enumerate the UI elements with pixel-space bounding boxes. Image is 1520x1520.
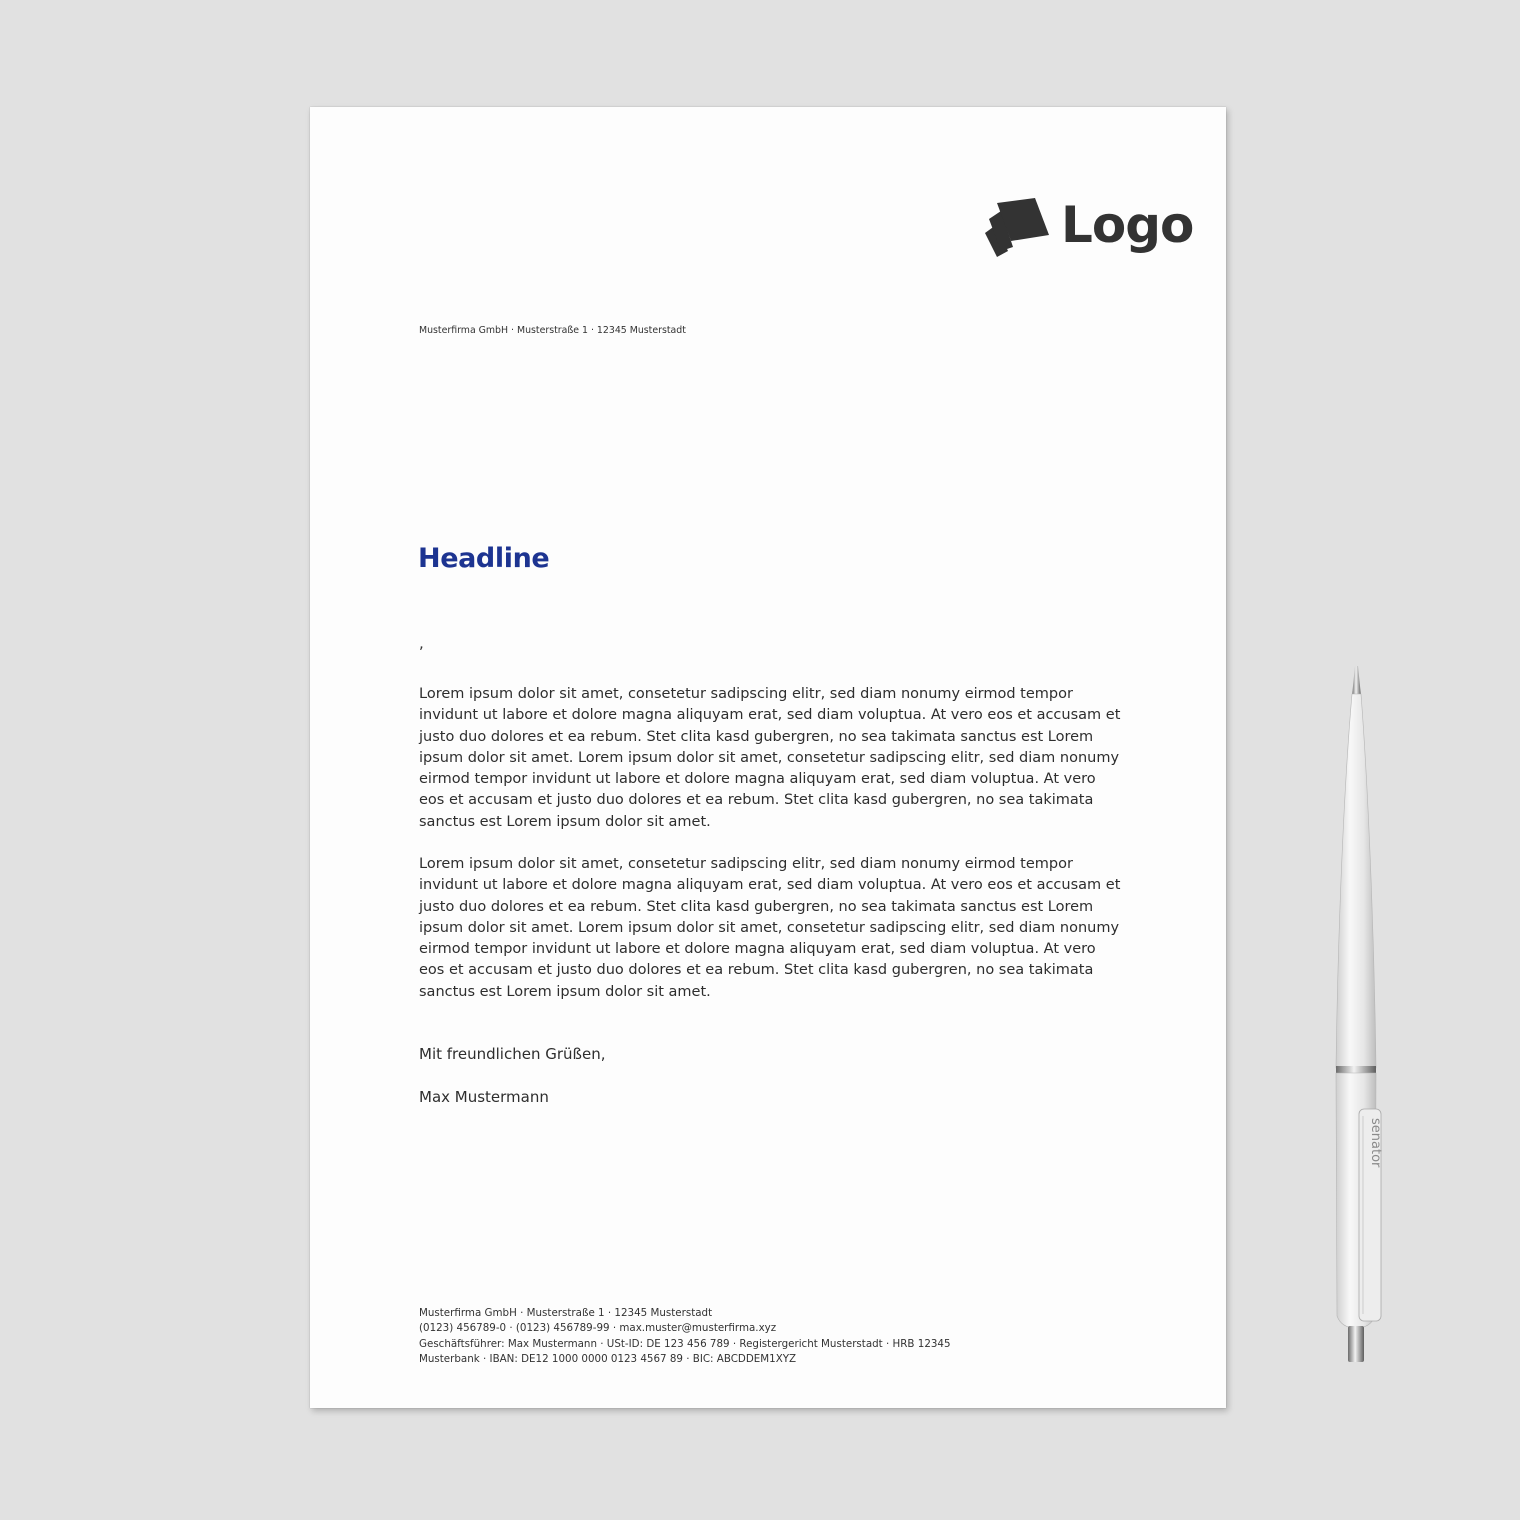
signer-name: Max Mustermann [419,1088,549,1106]
body-paragraph-1: Lorem ipsum dolor sit amet, consetetur sadipscing elitr, sed diam nonumy eirmod tempor invidunt ut labore et dolore magna aliquyam erat, sed diam voluptua. At vero eos et accusam et justo duo dolores et ea rebum. Stet clita kasd gubergren, no sea takimata sanctus est Lorem ipsum dolor sit amet. Lorem ipsum dolor sit amet, consetetur sadipscing elitr, sed diam nonumy eirmod tempor invidunt ut labore et dolore magna aliquyam erat, sed diam voluptua. At vero eos et accusam et justo duo dolores et ea rebum. Stet clita kasd gubergren, no sea takimata sanctus est Lorem ipsum dolor sit amet. [419,686,1121,830]
footer-address: Musterfirma GmbH · Musterstraße 1 · 12345 Musterstadt [419,1307,713,1319]
letter-footer [419,1306,951,1367]
footer-registration: Geschäftsführer: Max Mustermann · USt-ID: DE 123 456 789 · Registergericht Musterstadt · HRB 12345 [419,1337,951,1350]
salutation: , [419,634,424,652]
footer-bank: Musterbank · IBAN: DE12 1000 0000 0123 4567 89 · BIC: ABCDDEM1XYZ [419,1352,797,1365]
sender-address-line: Musterfirma GmbH · Musterstraße 1 · 12345 Musterstadt [419,325,686,336]
ballpoint-pen-icon [1326,666,1386,1366]
body-paragraph-2: Lorem ipsum dolor sit amet, consetetur sadipscing elitr, sed diam nonumy eirmod tempor invidunt ut labore et dolore magna aliquyam erat, sed diam voluptua. At vero eos et accusam et justo duo dolores et ea rebum. Stet clita kasd gubergren, no sea takimata sanctus est Lorem ipsum dolor sit amet. Lorem ipsum dolor sit amet, consetetur sadipscing elitr, sed diam nonumy eirmod tempor invidunt ut labore et dolore magna aliquyam erat, sed diam voluptua. At vero eos et accusam et justo duo dolores et ea rebum. Stet clita kasd gubergren, no sea takimata sanctus est Lorem ipsum dolor sit amet. [419,856,1121,1000]
svg-text:senator: senator [1368,1118,1383,1168]
stacked-sheets-icon [983,193,1053,257]
footer-contact: (0123) 456789-0 · (0123) 456789-99 · max.muster@musterfirma.xyz [419,1322,777,1335]
company-logo [983,193,1194,257]
letter-headline: Headline [418,543,550,574]
closing-phrase: Mit freundlichen Grüßen, [419,1045,606,1063]
logo-wordmark: Logo [1061,196,1194,254]
